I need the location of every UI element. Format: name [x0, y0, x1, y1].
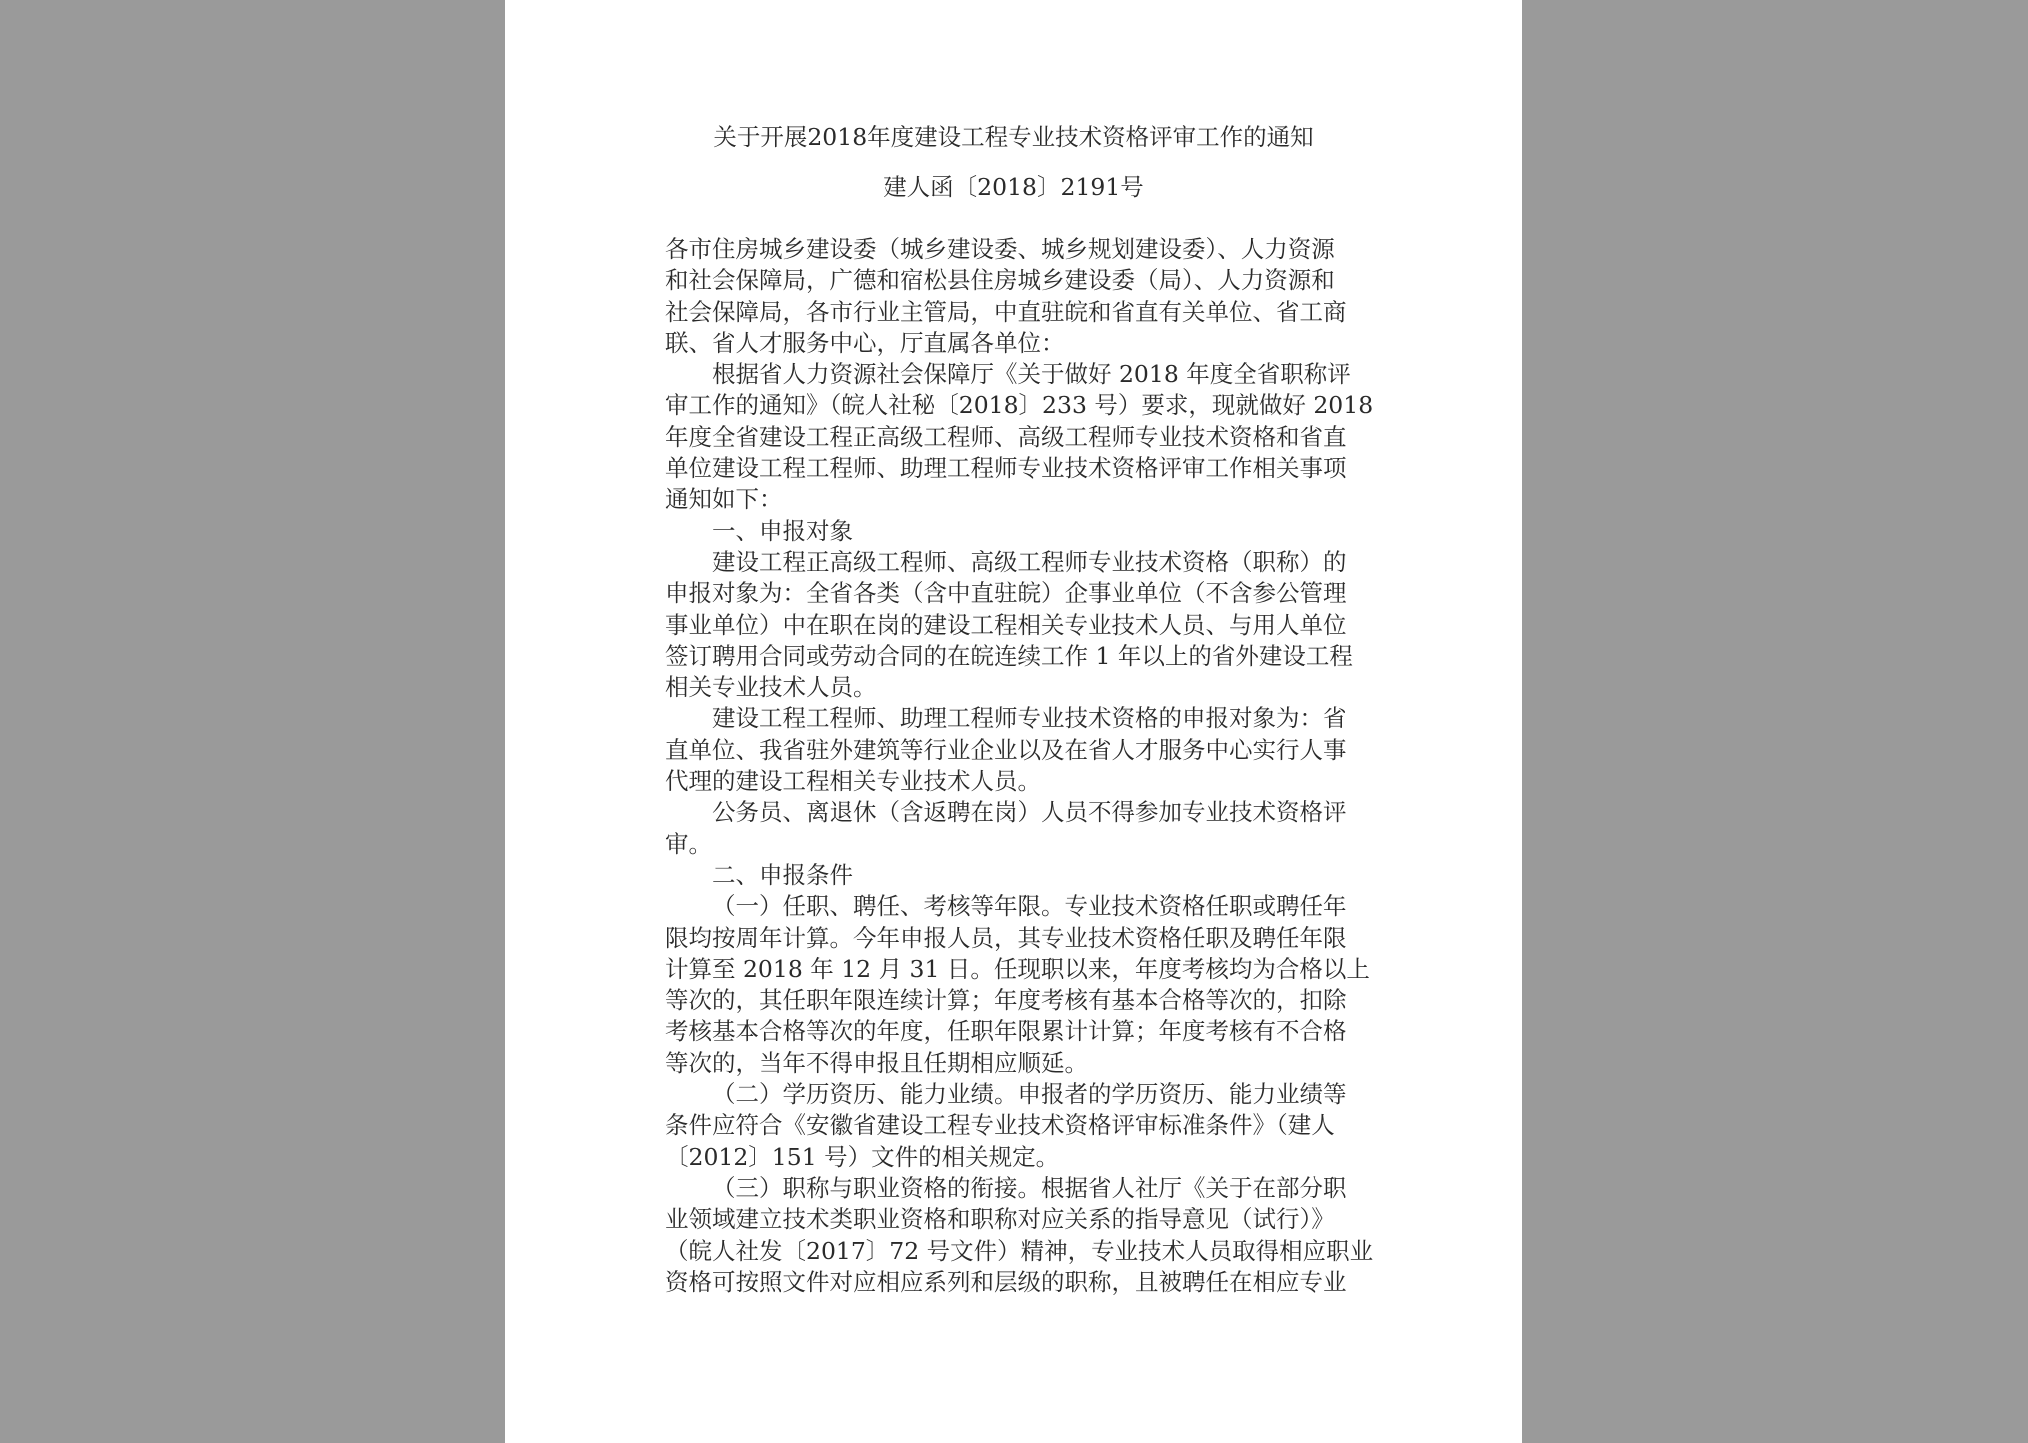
body-line: 单位建设工程工程师、助理工程师专业技术资格评审工作相关事项 — [665, 454, 1347, 483]
body-line: 根据省人力资源社会保障厅《关于做好 2018 年度全省职称评 — [712, 360, 1351, 389]
body-line: 年度全省建设工程正高级工程师、高级工程师专业技术资格和省直 — [665, 422, 1347, 451]
body-line: 直单位、我省驻外建筑等行业企业以及在省人才服务中心实行人事 — [665, 735, 1347, 764]
document-number: 建人函〔2018〕2191号 — [883, 173, 1144, 201]
body-line: 资格可按照文件对应相应系列和层级的职称，且被聘任在相应专业 — [665, 1267, 1347, 1296]
body-line: 计算至 2018 年 12 月 31 日。任现职以来，年度考核均为合格以上 — [665, 954, 1370, 983]
body-line: 条件应符合《安徽省建设工程专业技术资格评审标准条件》（建人 — [665, 1111, 1335, 1140]
body-line: 建设工程工程师、助理工程师专业技术资格的申报对象为：省 — [712, 704, 1347, 733]
body-line: 各市住房城乡建设委（城乡建设委、城乡规划建设委）、人力资源 — [665, 235, 1335, 263]
body-line: 签订聘用合同或劳动合同的在皖连续工作 1 年以上的省外建设工程 — [665, 641, 1353, 670]
body-line: 业领域建立技术类职业资格和职称对应关系的指导意见（试行）》 — [665, 1205, 1335, 1234]
body-line: 二、申报条件 — [712, 860, 853, 889]
body-line: 一、申报对象 — [712, 516, 853, 545]
body-line: 审。 — [665, 829, 712, 858]
body-line: 等次的，其任职年限连续计算；年度考核有基本合格等次的，扣除 — [665, 986, 1347, 1015]
body-line: 相关专业技术人员。 — [665, 673, 877, 702]
body-line: （三）职称与职业资格的衔接。根据省人社厅《关于在部分职 — [712, 1173, 1347, 1202]
body-line: 建设工程正高级工程师、高级工程师专业技术资格（职称）的 — [712, 547, 1347, 576]
body-line: 限均按周年计算。今年申报人员，其专业技术资格任职及聘任年限 — [665, 923, 1347, 952]
body-line: 事业单位）中在职在岗的建设工程相关专业技术人员、与用人单位 — [665, 610, 1347, 639]
body-line: 联、省人才服务中心，厅直属各单位： — [665, 328, 1065, 357]
body-line: 社会保障局，各市行业主管局，中直驻皖和省直有关单位、省工商 — [665, 297, 1347, 326]
body-line: （皖人社发〔2017〕72 号文件）精神，专业技术人员取得相应职业 — [665, 1236, 1374, 1265]
body-line: 通知如下： — [665, 485, 783, 514]
body-line: 等次的，当年不得申报且任期相应顺延。 — [665, 1048, 1088, 1077]
body-line: 审工作的通知》（皖人社秘〔2018〕233 号）要求，现就做好 2018 — [665, 391, 1374, 420]
body-line: （二）学历资历、能力业绩。申报者的学历资历、能力业绩等 — [712, 1080, 1347, 1109]
body-line: （一）任职、聘任、考核等年限。专业技术资格任职或聘任年 — [712, 892, 1347, 921]
body-line: 和社会保障局，广德和宿松县住房城乡建设委（局）、人力资源和 — [665, 266, 1335, 295]
document-page — [505, 0, 1522, 1443]
body-line: 公务员、离退休（含返聘在岗）人员不得参加专业技术资格评 — [712, 798, 1347, 827]
body-line: 代理的建设工程相关专业技术人员。 — [665, 767, 1041, 796]
body-line: 考核基本合格等次的年度，任职年限累计计算；年度考核有不合格 — [665, 1017, 1347, 1046]
document-title: 关于开展2018年度建设工程专业技术资格评审工作的通知 — [713, 123, 1314, 151]
body-line: 申报对象为：全省各类（含中直驻皖）企事业单位（不含参公管理 — [665, 579, 1347, 608]
document-body — [665, 234, 1385, 1298]
body-line: 〔2012〕151 号）文件的相关规定。 — [665, 1142, 1060, 1171]
